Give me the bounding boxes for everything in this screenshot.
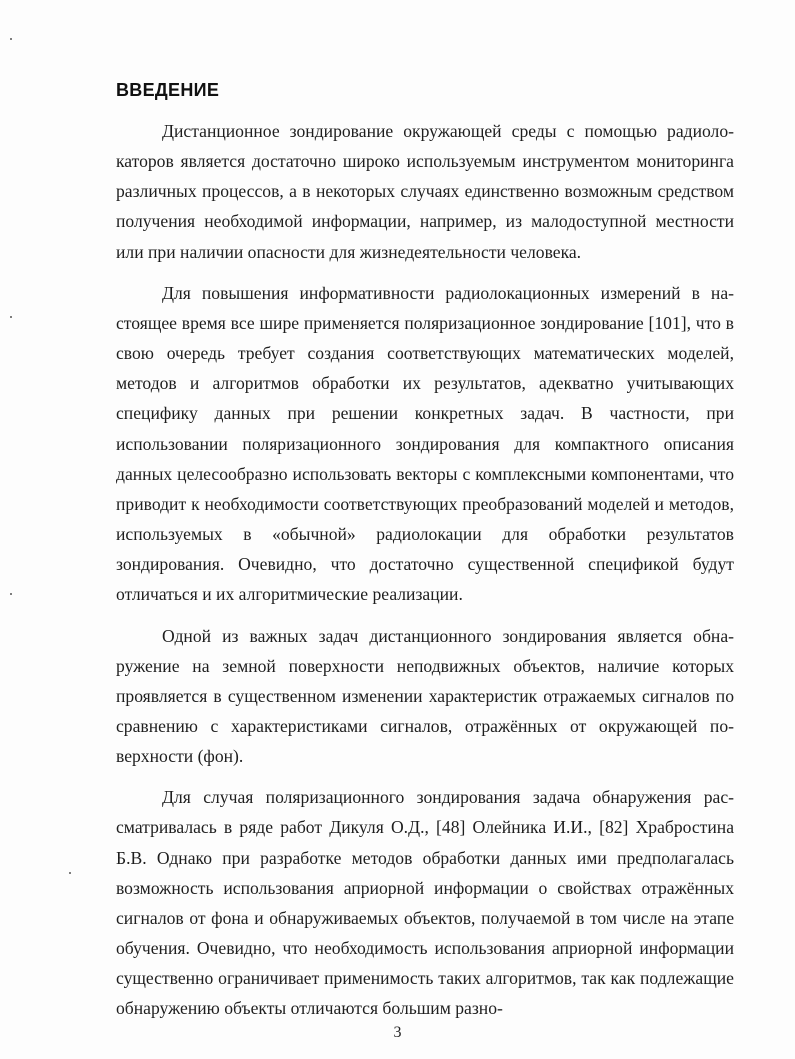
scan-speck — [10, 38, 12, 40]
scan-speck — [10, 593, 12, 595]
page-heading: ВВЕДЕНИЕ — [116, 80, 220, 100]
scan-speck — [10, 316, 12, 318]
page-number: 3 — [393, 1024, 402, 1041]
paragraph-1: Дистанционное зондирование окружающей среды с помощью радиолокаторов является достаточно широко используемым инструментом мониторинга различных процессов, а в некоторых случаях единственно возможным средством получения необходимой информации, например, из малодоступной местности или при наличии опасности для жизнедеятельности человека. — [116, 121, 734, 262]
body-text — [116, 116, 734, 1035]
scan-speck — [69, 872, 71, 874]
paragraph-2: Для повышения информативности радиолокационных измерений в настоящее время все шире применяется поляризационное зондирование [101], что в свою очередь требует создания соответствующих математических моделей, методов и алгоритмов обработки их результатов, адекватно учитывающих специфику данных при решении конкретных задач. В частности, при использовании поляризационного зондирования для компактного описания данных целесообразно использовать векторы с комплексными компонентами, что приводит к необходимости соответствующих преобразований моделей и методов, используемых в «обычной» радиолокации для обработки результатов зондирования. Очевидно, что достаточно существенной спецификой будут отличаться и их алгоритмические реализации. — [116, 282, 734, 605]
paragraph-3: Одной из важных задач дистанционного зондирования является обнаружение на земной поверхности неподвижных объектов, наличие которых проявляется в существенном изменении характеристик отражаемых сигналов по сравнению с характеристиками сигналов, отражённых от окружающей поверхности (фон). — [116, 625, 734, 767]
paragraph-4: Для случая поляризационного зондирования задача обнаружения рассматривалась в ряде работ Дикуля О.Д., [48] Олейника И.И., [82] Храбростина Б.В. Однако при разработке методов обработки данных ими предполагалась возможность использования априорной информации о свойствах отражённых сигналов от фона и обнаруживаемых объектов, получаемой в том числе на этапе обучения. Очевидно, что необходимость использования априорной информации существенно ограничивает применимость таких алгоритмов, так как подлежащие обнаружению объекты отличаются большим разно- — [116, 787, 734, 1019]
